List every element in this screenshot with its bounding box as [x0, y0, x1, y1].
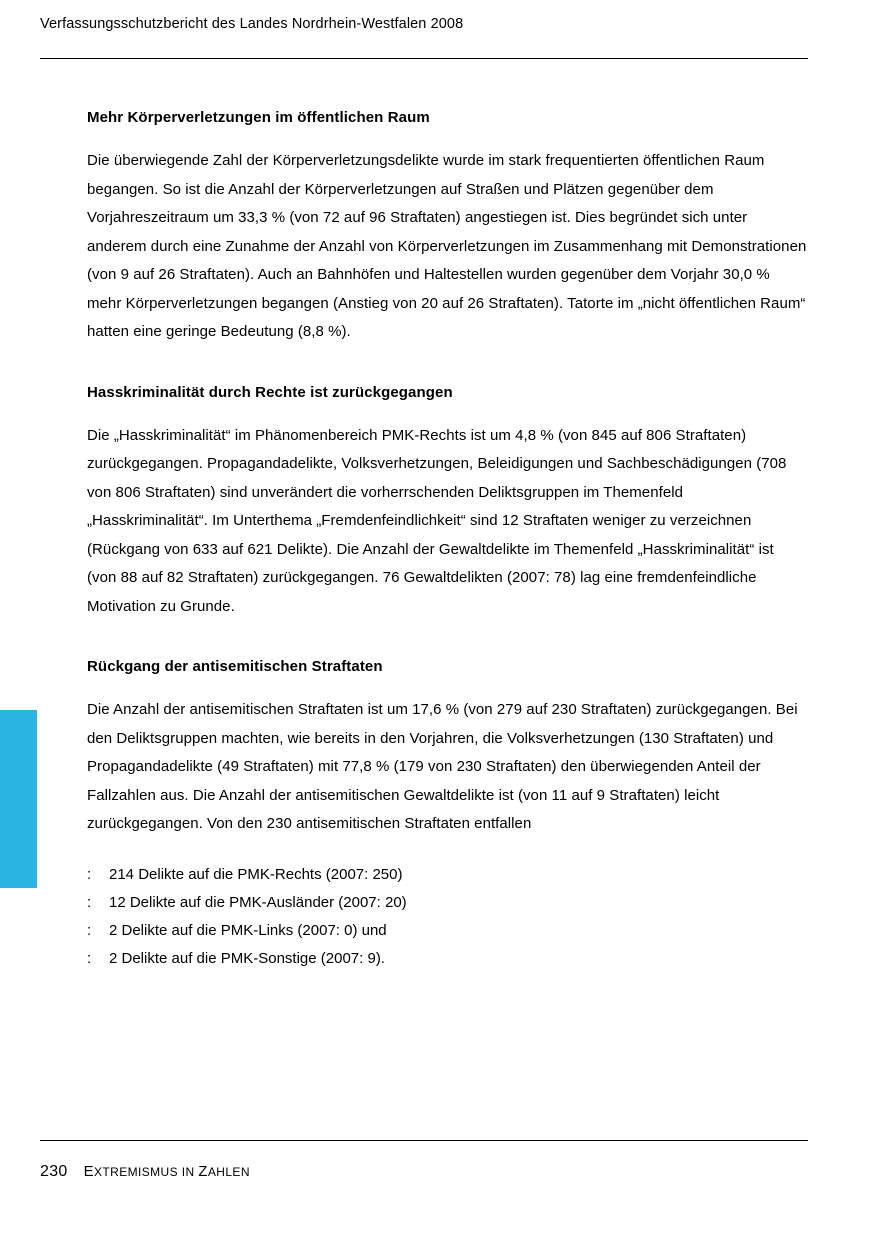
- list-item-label: 2 Delikte auf die PMK-Links (2007: 0) und: [109, 921, 387, 939]
- footer-divider: [40, 1140, 808, 1141]
- list-item: [87, 889, 807, 917]
- section-paragraph: Die überwiegende Zahl der Körperverletzungsdelikte wurde im stark frequentierten öffentlichen Raum begangen. So ist die Anzahl der Körperverletzungen auf Straßen und Plätzen gegenüber dem Vorjahreszeitraum um 33,3 % (von 72 auf 96 Straftaten) angestiegen ist. Dies begründet sich unter anderem durch eine Zunahme der Anzahl von Körperverletzungen im Zusammenhang mit Demonstrationen (von 9 auf 26 Straftaten). Auch an Bahnhöfen und Haltestellen wurden gegenüber dem Vorjahr 30,0 % mehr Körperverletzungen begangen (Anstieg von 20 auf 26 Straftaten). Tatorte im „nicht öffentlichen Raum“ hatten eine geringe Bedeutung (8,8 %).: [87, 152, 807, 340]
- header-title: Verfassungsschutzbericht des Landes Nordrhein-Westfalen 2008: [40, 16, 464, 32]
- bullet-marker-icon: :: [87, 893, 92, 911]
- footer-caption-part: XTREMISMUS IN: [94, 1165, 199, 1179]
- list-item-label: 12 Delikte auf die PMK-Ausländer (2007: 20): [109, 893, 407, 911]
- page-footer: [40, 1163, 808, 1181]
- side-color-marker: [0, 710, 37, 888]
- section-koerperverletzungen: [87, 108, 807, 347]
- bullet-marker-icon: :: [87, 949, 92, 967]
- list-item: [87, 945, 807, 973]
- page-header: [40, 14, 808, 34]
- list-item: [87, 861, 807, 889]
- section-paragraph: Die „Hasskriminalität“ im Phänomenbereich PMK-Rechts ist um 4,8 % (von 845 auf 806 Straftaten) zurückgegangen. Propagandadelikte, Volksverhetzungen, Beleidigungen und Sachbeschädigungen (708 von 806 Straftaten) sind unverändert die vorherrschenden Deliktsgruppen im Themenfeld „Hasskriminalität“. Im Unterthema „Fremdenfeindlichkeit“ sind 12 Straftaten weniger zu verzeichnen (Rückgang von 633 auf 621 Delikte). Die Anzahl der Gewaltdelikte im Themenfeld „Hasskriminalität“ ist (von 88 auf 82 Straftaten) zurückgegangen. 76 Gewaltdelikten (2007: 78) lag eine fremdenfeindliche Motivation zu Grunde.: [87, 426, 787, 615]
- section-antisemitische-straftaten: [87, 657, 807, 973]
- page-content: [87, 108, 807, 973]
- section-heading: Hasskriminalität durch Rechte ist zurückgegangen: [87, 383, 453, 401]
- section-paragraph: Die Anzahl der antisemitischen Straftaten ist um 17,6 % (von 279 auf 230 Straftaten) zurückgegangen. Bei den Deliktsgruppen machten, wie bereits in den Vorjahren, die Volksverhetzungen (130 Straftaten) und Propagandadelikte (49 Straftaten) mit 77,8 % (179 von 230 Straftaten) den überwiegenden Anteil der Fallzahlen aus. Die Anzahl der antisemitischen Gewaltdelikte ist (von 11 auf 9 Straftaten) leicht zurückgegangen. Von den 230 antisemitischen Straftaten entfallen: [87, 701, 798, 832]
- footer-caption-part: Z: [198, 1163, 208, 1180]
- list-item-label: 214 Delikte auf die PMK-Rechts (2007: 250): [109, 865, 403, 883]
- page-number: 230: [40, 1163, 68, 1180]
- delikte-list: [87, 861, 807, 973]
- bullet-marker-icon: :: [87, 865, 92, 883]
- footer-caption: [84, 1163, 250, 1180]
- section-heading: Mehr Körperverletzungen im öffentlichen Raum: [87, 109, 430, 126]
- section-heading: Rückgang der antisemitischen Straftaten: [87, 658, 383, 675]
- section-hasskriminalitaet: [87, 383, 807, 622]
- list-item-label: 2 Delikte auf die PMK-Sonstige (2007: 9).: [109, 949, 385, 967]
- footer-caption-part: E: [83, 1163, 95, 1180]
- footer-caption-part: AHLEN: [207, 1165, 250, 1179]
- list-item: [87, 917, 807, 945]
- bullet-marker-icon: :: [87, 921, 92, 939]
- header-divider: [40, 58, 808, 59]
